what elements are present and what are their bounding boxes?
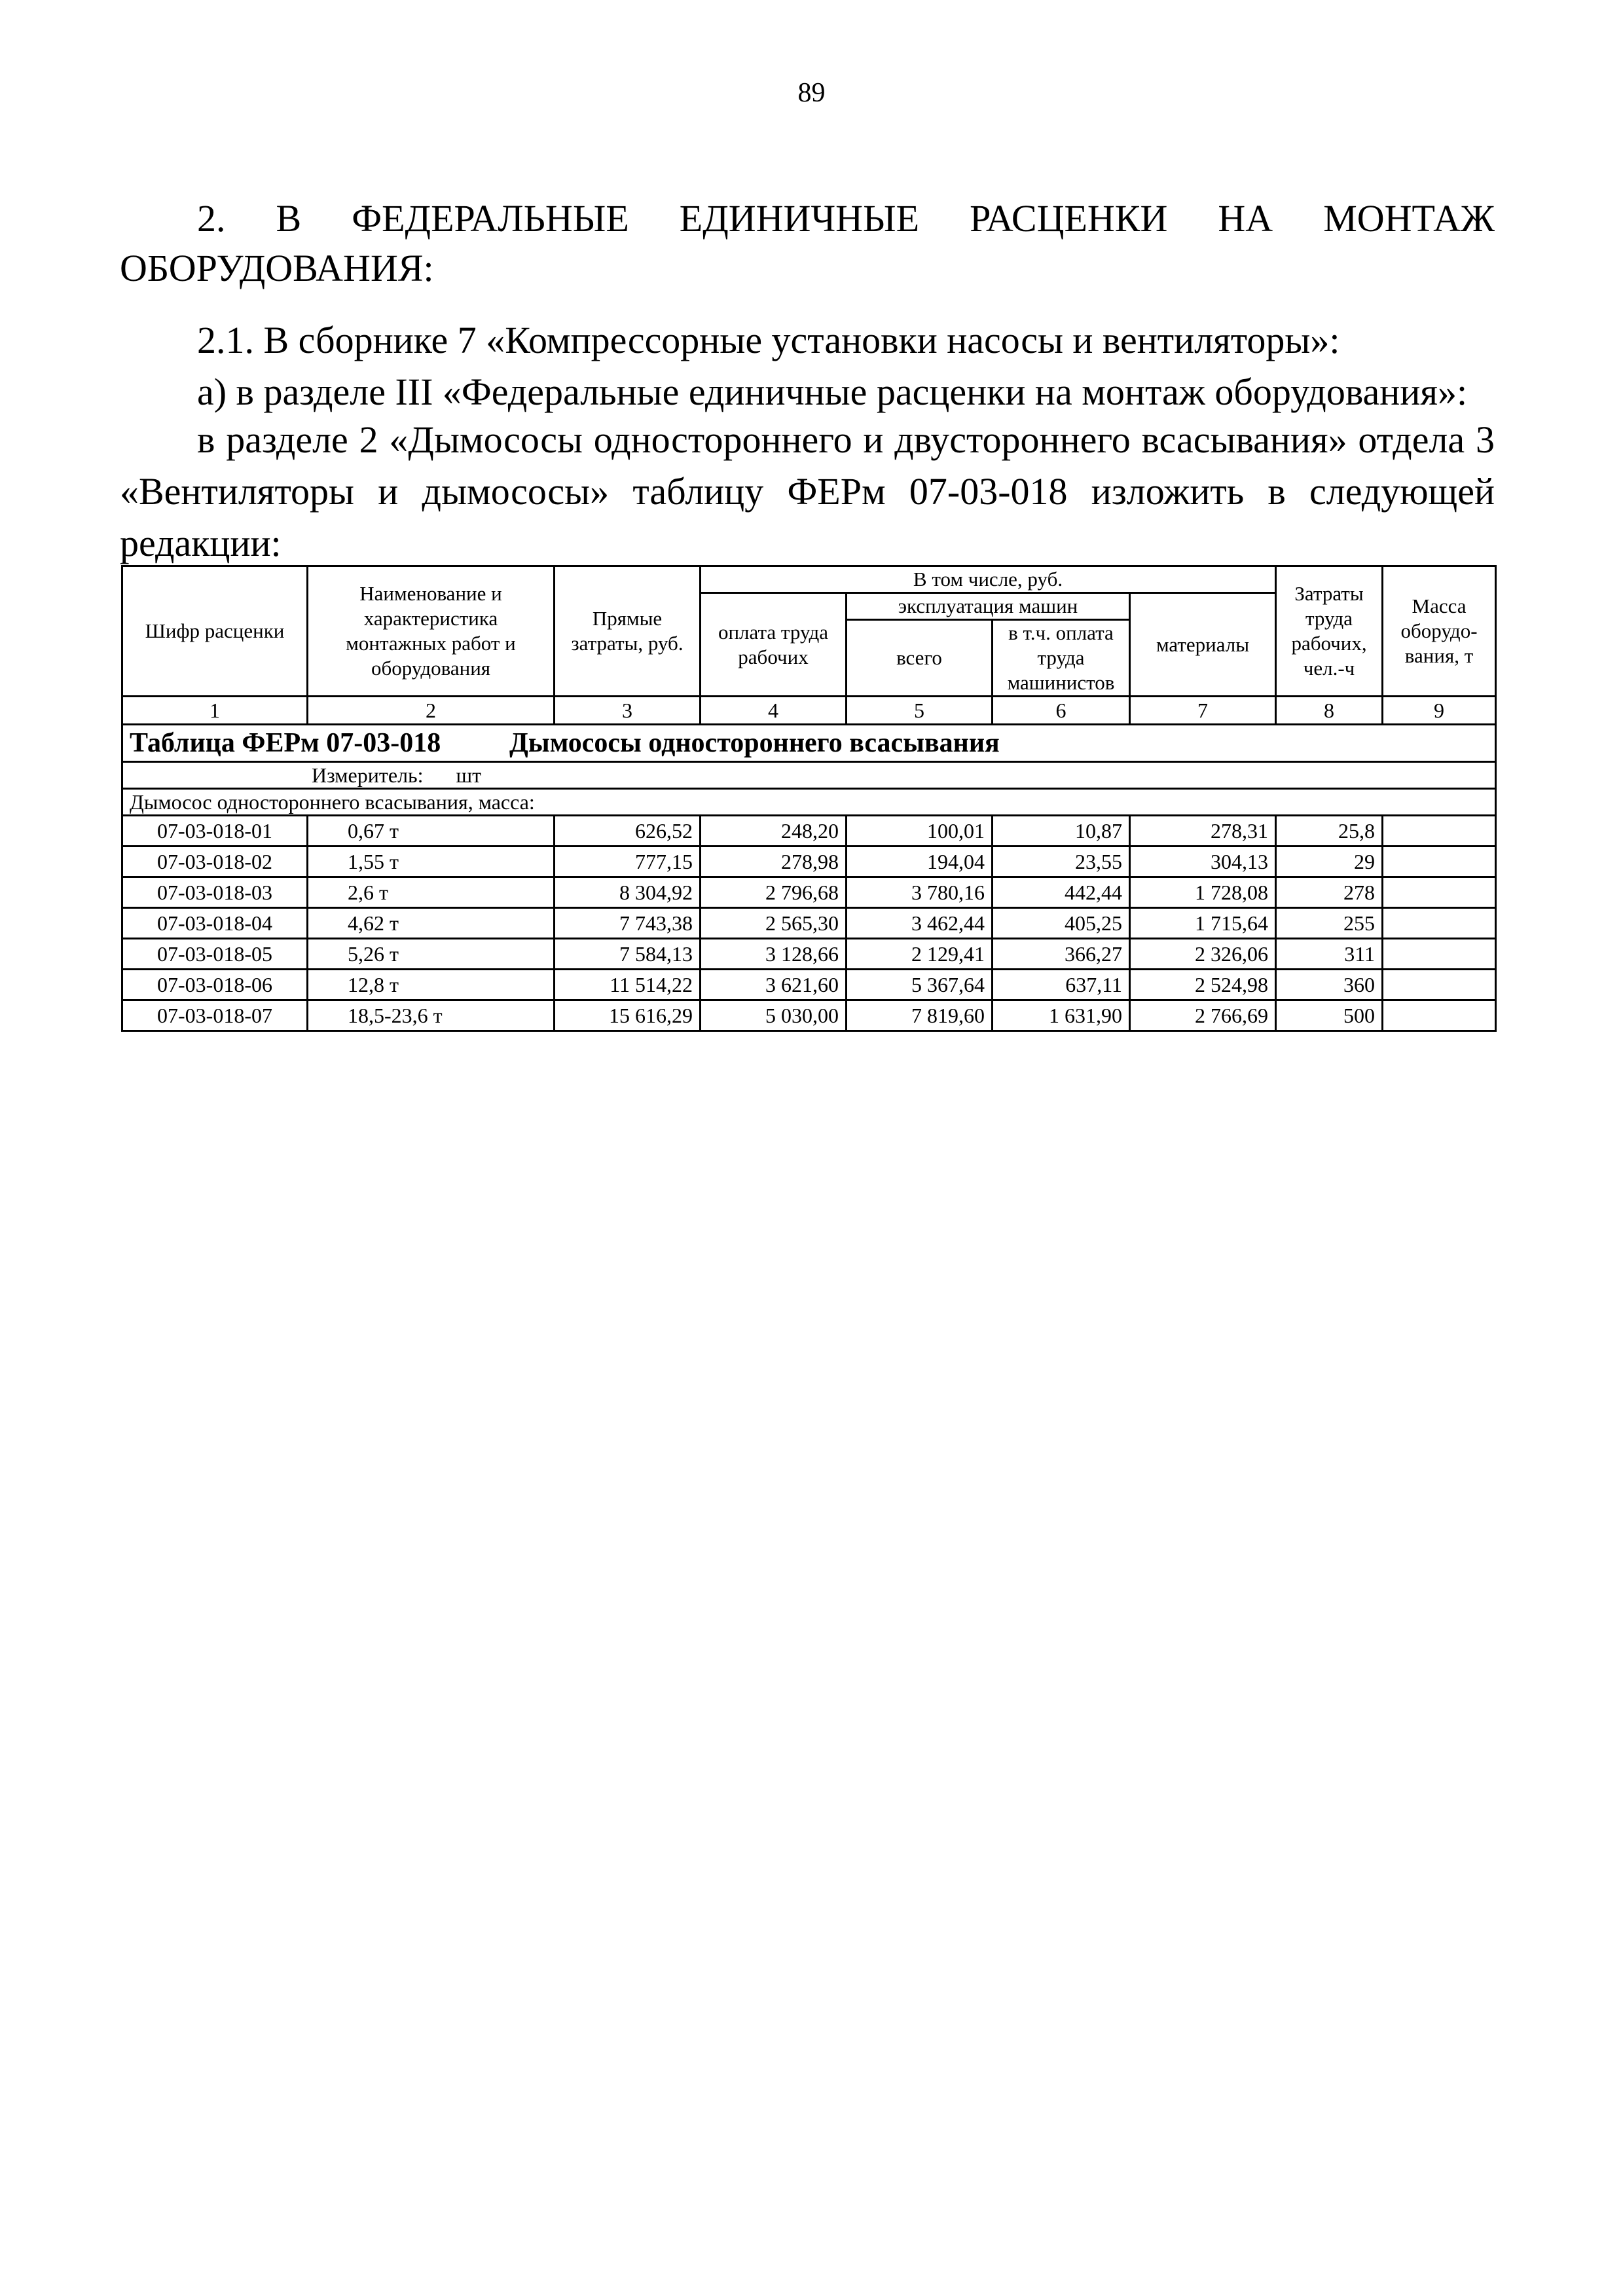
heading-line-1: [120, 194, 1495, 244]
column-number: 7: [1130, 697, 1276, 725]
cell-name: 12,8 т: [308, 970, 555, 1000]
header-labor: оплата труда рабочих: [701, 593, 847, 697]
cell-code: 07-03-018-06: [122, 970, 308, 1000]
header-name: Наименование и характеристика монтажных работ и оборудования: [308, 566, 555, 697]
table-title-code: Таблица ФЕРм 07-03-018: [130, 728, 441, 758]
cell-labor: 5 030,00: [701, 1000, 847, 1031]
measure-cell: [122, 762, 1496, 789]
column-number: 6: [993, 697, 1130, 725]
heading-line-2: ОБОРУДОВАНИЯ:: [120, 247, 434, 289]
cell-machines: 194,04: [847, 847, 993, 877]
heading-word: НА: [1218, 197, 1273, 240]
cell-materials: 278,31: [1130, 816, 1276, 847]
column-number: 4: [701, 697, 847, 725]
header-materials: материалы: [1130, 593, 1276, 697]
table-title: [122, 725, 1496, 762]
header-machines: эксплуатация машин: [847, 593, 1130, 620]
table-row: [122, 970, 1496, 1000]
column-number: 8: [1276, 697, 1383, 725]
cell-labor: 3 621,60: [701, 970, 847, 1000]
cell-materials: 2 766,69: [1130, 1000, 1276, 1031]
header-direct-costs: Прямые затраты, руб.: [555, 566, 701, 697]
cell-code: 07-03-018-05: [122, 939, 308, 970]
table-row: [122, 847, 1496, 877]
cell-materials: 2 326,06: [1130, 939, 1276, 970]
cell-mass: [1383, 970, 1496, 1000]
cell-machines: 5 367,64: [847, 970, 993, 1000]
cell-machinists: 366,27: [993, 939, 1130, 970]
paragraph-instruction: в разделе 2 «Дымососы одностороннего и двустороннего всасывания» отдела 3 «Вентиляторы и дымососы» таблицу ФЕРм 07-03-018 изложить в следующей редакции:: [120, 418, 1495, 564]
cell-labor: 278,98: [701, 847, 847, 877]
cell-direct: 777,15: [555, 847, 701, 877]
column-number: 2: [308, 697, 555, 725]
column-number-row: [122, 697, 1496, 725]
cell-labor-cost: 278: [1276, 877, 1383, 908]
paragraph-collection: 2.1. В сборнике 7 «Компрессорные установки насосы и вентиляторы»:: [197, 319, 1340, 361]
cell-name: 0,67 т: [308, 816, 555, 847]
header-including: В том числе, руб.: [701, 566, 1276, 593]
column-number: 5: [847, 697, 993, 725]
paragraph-section: а) в разделе III «Федеральные единичные расценки на монтаж оборудования»:: [197, 371, 1468, 413]
heading-word: ФЕДЕРАЛЬНЫЕ: [352, 197, 629, 240]
cell-materials: 1 728,08: [1130, 877, 1276, 908]
header-machines-total: всего: [847, 620, 993, 697]
heading-word: В: [276, 197, 302, 240]
rates-table: [121, 565, 1497, 1032]
cell-code: 07-03-018-04: [122, 908, 308, 939]
table-row: [122, 908, 1496, 939]
cell-name: 1,55 т: [308, 847, 555, 877]
cell-machines: 3 780,16: [847, 877, 993, 908]
cell-machinists: 1 631,90: [993, 1000, 1130, 1031]
measure-label: Измеритель:: [312, 763, 424, 787]
cell-machinists: 442,44: [993, 877, 1130, 908]
table-row: [122, 877, 1496, 908]
header-mass: Масса оборудо-вания, т: [1383, 566, 1496, 697]
page-number: 89: [797, 78, 826, 108]
column-number: 3: [555, 697, 701, 725]
cell-machines: 3 462,44: [847, 908, 993, 939]
heading-word: МОНТАЖ: [1323, 197, 1495, 240]
cell-labor: 2 796,68: [701, 877, 847, 908]
cell-direct: 8 304,92: [555, 877, 701, 908]
cell-materials: 1 715,64: [1130, 908, 1276, 939]
cell-labor-cost: 500: [1276, 1000, 1383, 1031]
cell-materials: 304,13: [1130, 847, 1276, 877]
table-row: [122, 816, 1496, 847]
cell-labor: 3 128,66: [701, 939, 847, 970]
cell-direct: 7 584,13: [555, 939, 701, 970]
cell-labor: 248,20: [701, 816, 847, 847]
cell-machinists: 405,25: [993, 908, 1130, 939]
cell-direct: 7 743,38: [555, 908, 701, 939]
cell-labor-cost: 29: [1276, 847, 1383, 877]
cell-materials: 2 524,98: [1130, 970, 1276, 1000]
cell-labor-cost: 360: [1276, 970, 1383, 1000]
table-row: [122, 1000, 1496, 1031]
header-machinists: в т.ч. оплата труда машинистов: [993, 620, 1130, 697]
cell-mass: [1383, 939, 1496, 970]
cell-code: 07-03-018-01: [122, 816, 308, 847]
cell-name: 18,5-23,6 т: [308, 1000, 555, 1031]
table-title-row: [122, 725, 1496, 762]
cell-code: 07-03-018-07: [122, 1000, 308, 1031]
cell-machinists: 23,55: [993, 847, 1130, 877]
cell-labor-cost: 255: [1276, 908, 1383, 939]
heading-word: ЕДИНИЧНЫЕ: [679, 197, 920, 240]
cell-direct: 11 514,22: [555, 970, 701, 1000]
cell-name: 5,26 т: [308, 939, 555, 970]
cell-machinists: 637,11: [993, 970, 1130, 1000]
group-label: Дымосос одностороннего всасывания, масса:: [122, 789, 1496, 816]
column-number: 9: [1383, 697, 1496, 725]
header-code: Шифр расценки: [122, 566, 308, 697]
cell-mass: [1383, 908, 1496, 939]
section-heading: [120, 194, 1495, 293]
cell-mass: [1383, 1000, 1496, 1031]
cell-name: 2,6 т: [308, 877, 555, 908]
column-number: 1: [122, 697, 308, 725]
cell-labor-cost: 311: [1276, 939, 1383, 970]
measure-row: [122, 762, 1496, 789]
cell-machinists: 10,87: [993, 816, 1130, 847]
cell-code: 07-03-018-03: [122, 877, 308, 908]
cell-name: 4,62 т: [308, 908, 555, 939]
cell-labor-cost: 25,8: [1276, 816, 1383, 847]
measure-unit: шт: [456, 763, 482, 787]
group-row: [122, 789, 1496, 816]
table-header-row: [122, 566, 1496, 593]
cell-code: 07-03-018-02: [122, 847, 308, 877]
cell-machines: 100,01: [847, 816, 993, 847]
cell-mass: [1383, 847, 1496, 877]
cell-direct: 626,52: [555, 816, 701, 847]
cell-machines: 7 819,60: [847, 1000, 993, 1031]
cell-mass: [1383, 877, 1496, 908]
heading-word: 2.: [197, 197, 226, 240]
table-row: [122, 939, 1496, 970]
cell-machines: 2 129,41: [847, 939, 993, 970]
cell-labor: 2 565,30: [701, 908, 847, 939]
cell-mass: [1383, 816, 1496, 847]
cell-direct: 15 616,29: [555, 1000, 701, 1031]
header-labor-cost: Затраты труда рабочих, чел.-ч: [1276, 566, 1383, 697]
table-title-name: Дымососы одностороннего всасывания: [509, 728, 1000, 758]
heading-word: РАСЦЕНКИ: [970, 197, 1168, 240]
